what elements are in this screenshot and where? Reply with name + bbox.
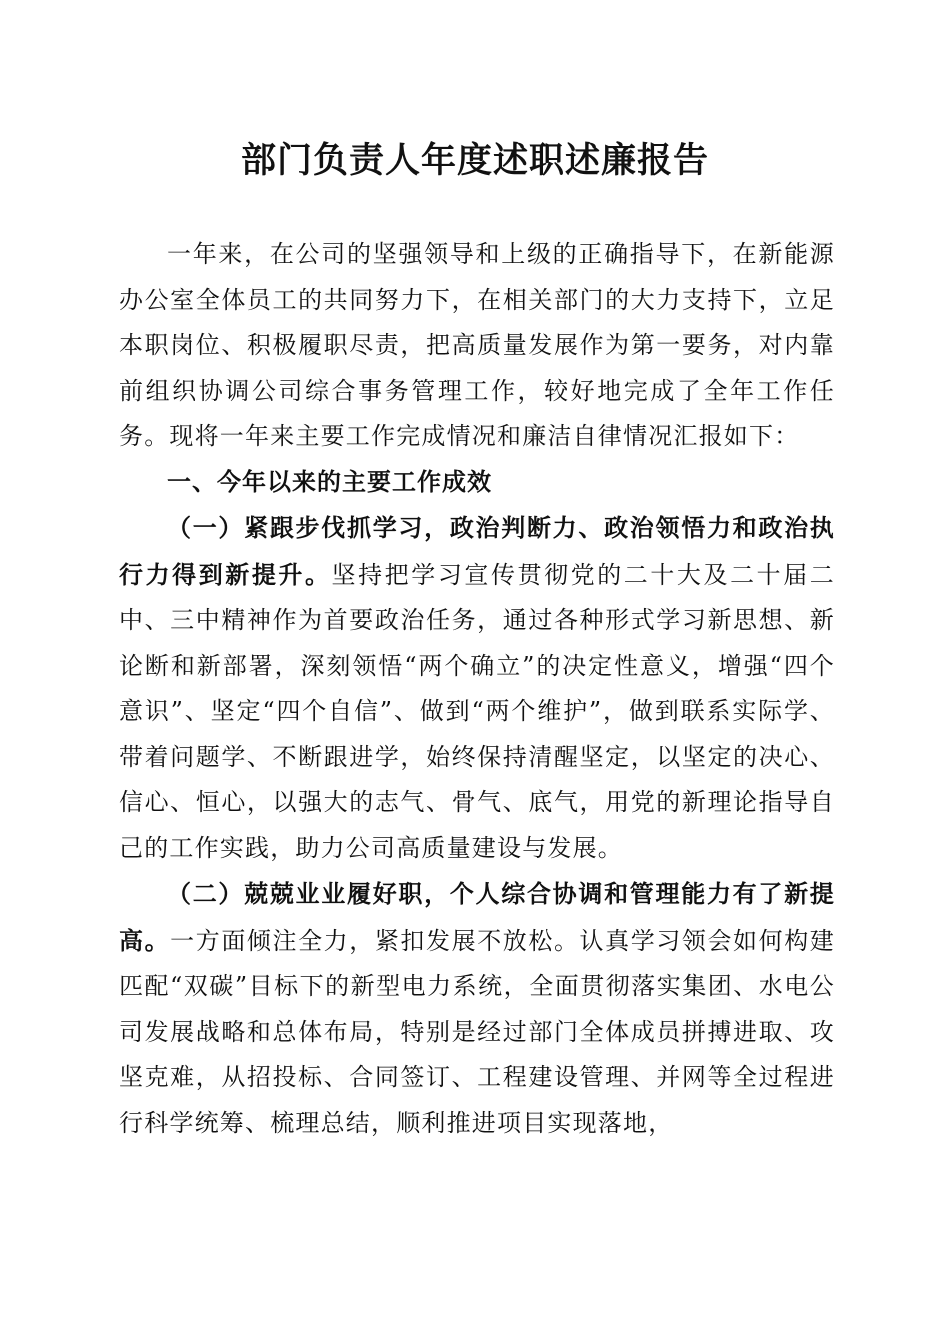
section-heading: 一、今年以来的主要工作成效: [167, 467, 492, 496]
document-body: [119, 232, 835, 1146]
subsection-2-lead: （二）兢兢业业履好职，个人综合协调和管理能力有了新提高。: [119, 879, 835, 955]
intro-paragraph: 一年来，在公司的坚强领导和上级的正确指导下，在新能源办公室全体员工的共同努力下，在相关部门的大力支持下，立足本职岗位、积极履职尽责，把高质量发展作为第一要务，对内靠前组织协调公司综合事务管理工作，较好地完成了全年工作任务。现将一年来主要工作完成情况和廉洁自律情况汇报如下：: [119, 240, 835, 450]
subsection-2-body: 一方面倾注全力，紧扣发展不放松。认真学习领会如何构建匹配“双碳”目标下的新型电力系统，全面贯彻落实集团、水电公司发展战略和总体布局，特别是经过部门全体成员拼搏进取、攻坚克难，从招投标、合同签订、工程建设管理、并网等全过程进行科学统筹、梳理总结，顺利推进项目实现落地，: [119, 926, 835, 1137]
subsection-1-lead: （一）紧跟步伐抓学习，政治判断力、政治领悟力和政治执行力得到新提升。: [119, 513, 835, 589]
document-title: 部门负责人年度述职述廉报告: [240, 140, 709, 181]
subsection-2-paragraph: [119, 871, 835, 1146]
subsection-1-paragraph: [119, 505, 835, 871]
subsection-1-body: 坚持把学习宣传贯彻党的二十大及二十届二中、三中精神作为首要政治任务，通过各种形式学习新思想、新论断和新部署，深刻领悟“两个确立”的决定性意义，增强“四个意识”、坚定“四个自信”、做到“两个维护”，做到联系实际学、带着问题学、不断跟进学，始终保持清醒坚定，以坚定的决心、信心、恒心，以强大的志气、骨气、底气，用党的新理论指导自己的工作实践，助力公司高质量建设与发展。: [119, 560, 835, 862]
